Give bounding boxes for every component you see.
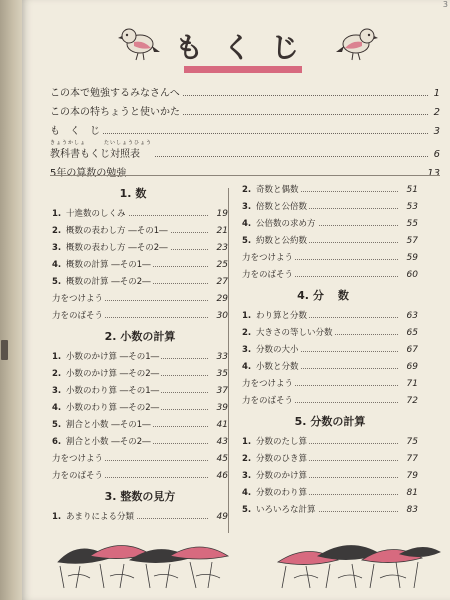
toc-entry[interactable] <box>50 381 230 398</box>
section-title: 整数の見方 <box>120 490 176 503</box>
toc-entry-page: 83 <box>406 505 418 515</box>
toc-entry-number: 3. <box>242 202 252 212</box>
toc-entry-number: 3. <box>242 345 252 355</box>
toc-entry-label: いろいろな計算 <box>256 505 316 515</box>
toc-entry-page: 2 <box>433 107 440 118</box>
toc-entry-page: 29 <box>216 294 228 304</box>
toc-entry-number: 4. <box>242 219 252 229</box>
toc-entry-label <box>50 103 183 118</box>
section-heading <box>50 184 230 204</box>
toc-entry-page: 25 <box>216 260 228 270</box>
toc-entry-label: 小数のわり算 ―その1― <box>66 386 160 396</box>
toc-entry[interactable] <box>50 347 230 364</box>
toc-entry-label: 概数の計算 ―その2― <box>66 277 151 287</box>
toc-entry-label: 分数のたし算 <box>256 437 308 447</box>
toc-entry-label: 分数のわり算 <box>256 488 308 498</box>
toc-entry-page: 13 <box>427 168 440 179</box>
toc-entry[interactable] <box>50 221 230 238</box>
toc-entry-label: 分数のかけ算 <box>256 471 308 481</box>
toc-entry[interactable] <box>50 432 230 449</box>
toc-entry-label: 約数と公約数 <box>256 236 308 246</box>
section-number: 4. <box>297 289 309 302</box>
toc-entry[interactable] <box>50 255 230 272</box>
divider-top <box>50 175 440 176</box>
toc-entry[interactable] <box>50 449 230 466</box>
toc-entry-number: 4. <box>52 403 62 413</box>
toc-entry-page: 43 <box>216 437 228 447</box>
toc-entry[interactable] <box>240 432 420 449</box>
toc-entry-text: この本で勉強するみなさんへ <box>50 88 180 99</box>
toc-entry[interactable] <box>240 306 420 323</box>
toc-entry[interactable] <box>240 374 420 391</box>
toc-entry[interactable] <box>240 180 420 197</box>
toc-entry-text: 5年の算数の勉強 <box>50 168 127 179</box>
section-number: 3. <box>104 490 117 503</box>
toc-entry[interactable] <box>50 120 440 139</box>
toc-entry-label: 十進数のしくみ <box>66 209 126 219</box>
section-number: 2. <box>104 330 117 343</box>
toc-entry-label <box>50 141 155 160</box>
toc-entry-label: 概数の表わし方 ―その1― <box>66 226 168 236</box>
toc-entry-number: 1. <box>52 512 62 522</box>
toc-entry-page: 49 <box>216 512 228 522</box>
toc-entry-label: 小数のわり算 ―その2― <box>66 403 160 413</box>
toc-entry[interactable] <box>50 162 440 181</box>
toc-entry-label: 概数の計算 ―その1― <box>66 260 151 270</box>
toc-entry-page: 1 <box>433 88 440 99</box>
toc-entry-page: 69 <box>406 362 418 372</box>
toc-entry-page: 37 <box>216 386 228 396</box>
leaf-group-left <box>58 545 228 588</box>
toc-entry-page: 27 <box>216 277 228 287</box>
toc-entry[interactable] <box>50 101 440 120</box>
right-bird-icon <box>336 22 378 62</box>
toc-entry-page: 39 <box>216 403 228 413</box>
toc-entry-text: この本の特ちょうと使いかた <box>50 107 180 118</box>
toc-entry-number: 2. <box>52 369 62 379</box>
toc-entry-number: 5. <box>52 277 62 287</box>
adjacent-page-edge <box>0 0 22 600</box>
toc-entry-page: 19 <box>216 209 228 219</box>
toc-entry-number: 2. <box>242 185 252 195</box>
toc-entry-page: 45 <box>216 454 228 464</box>
toc-entry[interactable] <box>50 398 230 415</box>
section-number: 5. <box>294 415 307 428</box>
toc-entry-page: 60 <box>406 270 418 280</box>
toc-entry-page: 46 <box>216 471 228 481</box>
toc-entry-number: 2. <box>242 454 252 464</box>
toc-entry-label: 割合と小数 ―その2― <box>66 437 151 447</box>
toc-entry-label: 倍数と公倍数 <box>256 202 308 212</box>
section-heading <box>240 286 420 306</box>
toc-entry-number: 1. <box>52 352 62 362</box>
toc-entry-label: 力をのばそう <box>52 311 104 321</box>
toc-entry-page: 63 <box>406 311 418 321</box>
toc-entry-number: 2. <box>52 226 62 236</box>
toc-entry-number: 3. <box>52 243 62 253</box>
toc-entry-label: 力をつけよう <box>52 294 104 304</box>
toc-entry-number: 6. <box>52 437 62 447</box>
toc-entry-page: 71 <box>406 379 418 389</box>
leaf-group-right <box>278 545 440 588</box>
toc-entry-text: 教科書もくじ対照表 <box>50 149 140 160</box>
section-number: 1. <box>119 187 132 200</box>
toc-entry[interactable] <box>240 323 420 340</box>
front-matter-list <box>50 82 440 181</box>
toc-entry[interactable] <box>50 466 230 483</box>
leaf-decoration <box>50 532 442 592</box>
ruby-text: きょうかしょ たいしょうひょう <box>50 140 153 146</box>
toc-entry-label: あまりによる分類 <box>66 512 135 522</box>
toc-entry-page: 72 <box>406 396 418 406</box>
toc-entry-label: 奇数と偶数 <box>256 185 299 195</box>
toc-entry-label: 力をのばそう <box>52 471 104 481</box>
toc-entry[interactable] <box>50 139 440 162</box>
toc-entry-page: 57 <box>406 236 418 246</box>
toc-entry-number: 4. <box>52 260 62 270</box>
toc-entry-page: 65 <box>406 328 418 338</box>
section-heading <box>240 412 420 432</box>
toc-entry-page: 41 <box>216 420 228 430</box>
toc-entry-number: 2. <box>242 328 252 338</box>
toc-entry-label: 小数のかけ算 ―その1― <box>66 352 160 362</box>
toc-entry[interactable] <box>240 391 420 408</box>
section-title: 小数の計算 <box>120 330 176 343</box>
corner-page-number: 3 <box>442 0 448 9</box>
toc-entry-label <box>50 122 103 137</box>
section-heading <box>50 327 230 347</box>
toc-entry[interactable] <box>50 364 230 381</box>
toc-entry-label: 力をのばそう <box>242 270 294 280</box>
toc-entry-page: 33 <box>216 352 228 362</box>
toc-entry[interactable] <box>240 265 420 282</box>
toc-entry-page: 53 <box>406 202 418 212</box>
toc-entry-label: 力をつけよう <box>242 379 294 389</box>
toc-entry[interactable] <box>240 197 420 214</box>
toc-entry[interactable] <box>240 231 420 248</box>
toc-entry-label: 分数の大小 <box>256 345 299 355</box>
toc-entry-label: 割合と小数 ―その1― <box>66 420 151 430</box>
toc-entry-page: 55 <box>406 219 418 229</box>
toc-entry-label: わり算と分数 <box>256 311 308 321</box>
toc-entry-number: 5. <box>52 420 62 430</box>
title-banner <box>122 20 372 72</box>
toc-entry-page: 21 <box>216 226 228 236</box>
toc-entry[interactable] <box>240 466 420 483</box>
toc-entry[interactable] <box>240 248 420 265</box>
toc-entry-number: 3. <box>242 471 252 481</box>
section-heading <box>50 487 230 507</box>
toc-entry-page: 79 <box>406 471 418 481</box>
toc-entry-number: 4. <box>242 362 252 372</box>
toc-entry-label: 小数のかけ算 ―その2― <box>66 369 160 379</box>
toc-entry-page: 59 <box>406 253 418 263</box>
toc-entry-label: 大きさの等しい分数 <box>256 328 333 338</box>
toc-entry[interactable] <box>50 289 230 306</box>
section-title: 分数の計算 <box>310 415 366 428</box>
toc-entry[interactable] <box>240 357 420 374</box>
toc-entry-label <box>50 164 129 179</box>
toc-entry-page: 3 <box>433 126 440 137</box>
toc-entry-label: 公倍数の求め方 <box>256 219 316 229</box>
toc-entry-label: 分数のひき算 <box>256 454 308 464</box>
toc-entry-number: 3. <box>52 386 62 396</box>
toc-entry[interactable] <box>50 272 230 289</box>
toc-entry-page: 35 <box>216 369 228 379</box>
dot-leader <box>50 133 428 134</box>
toc-entry-page: 30 <box>216 311 228 321</box>
edge-marker <box>1 340 8 360</box>
toc-entry[interactable] <box>50 306 230 323</box>
toc-entry-label <box>50 84 183 99</box>
page-title: もくじ <box>174 31 319 64</box>
toc-entry-number: 1. <box>242 311 252 321</box>
toc-entry[interactable] <box>240 500 420 517</box>
toc-entry-page: 51 <box>406 185 418 195</box>
toc-entry[interactable] <box>50 238 230 255</box>
toc-entry[interactable] <box>50 82 440 101</box>
toc-entry[interactable] <box>50 415 230 432</box>
toc-entry[interactable] <box>240 449 420 466</box>
toc-entry-number: 1. <box>242 437 252 447</box>
toc-right-column <box>240 180 420 517</box>
toc-entry[interactable] <box>240 483 420 500</box>
toc-entry-label: 小数と分数 <box>256 362 299 372</box>
toc-entry-page: 67 <box>406 345 418 355</box>
section-title: 分数 <box>312 289 363 302</box>
toc-entry-number: 1. <box>52 209 62 219</box>
toc-page <box>22 0 450 600</box>
toc-entry-page: 6 <box>433 149 440 160</box>
toc-entry-page: 75 <box>406 437 418 447</box>
toc-entry-label: 力をつけよう <box>52 454 104 464</box>
toc-entry-text: も く じ <box>50 126 100 137</box>
toc-entry-page: 77 <box>406 454 418 464</box>
toc-entry-page: 81 <box>406 488 418 498</box>
toc-entry-number: 5. <box>242 505 252 515</box>
toc-entry-number: 4. <box>242 488 252 498</box>
toc-entry[interactable] <box>50 204 230 221</box>
toc-entry-number: 5. <box>242 236 252 246</box>
toc-entry-label: 力をのばそう <box>242 396 294 406</box>
toc-entry[interactable] <box>240 214 420 231</box>
toc-entry-page: 23 <box>216 243 228 253</box>
toc-entry[interactable] <box>240 340 420 357</box>
toc-entry[interactable] <box>50 507 230 524</box>
toc-entry-label: 力をつけよう <box>242 253 294 263</box>
section-title: 数 <box>135 187 161 200</box>
toc-left-column <box>50 180 230 524</box>
title-underline <box>184 66 302 73</box>
toc-entry-label: 概数の表わし方 ―その2― <box>66 243 168 253</box>
